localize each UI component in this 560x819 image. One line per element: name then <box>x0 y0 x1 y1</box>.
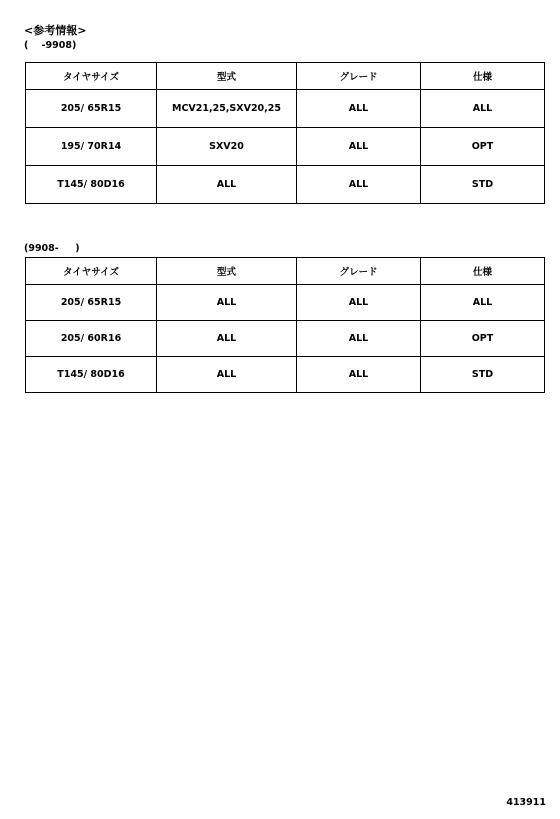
cell-model: ALL <box>157 321 297 357</box>
cell-grade: ALL <box>297 90 421 128</box>
column-header-tire-size: タイヤサイズ <box>26 63 157 90</box>
cell-spec: STD <box>421 357 545 393</box>
cell-tire-size: T145/ 80D16 <box>26 166 157 204</box>
cell-grade: ALL <box>297 166 421 204</box>
cell-model: MCV21,25,SXV20,25 <box>157 90 297 128</box>
cell-model: ALL <box>157 166 297 204</box>
cell-tire-size: 205/ 65R15 <box>26 285 157 321</box>
tire-spec-table-from-9908 <box>25 257 545 393</box>
section-title: <参考情報> <box>24 24 87 37</box>
column-header-spec: 仕様 <box>421 258 545 285</box>
cell-model: ALL <box>157 357 297 393</box>
table-row <box>26 321 545 357</box>
table-row <box>26 128 545 166</box>
tire-spec-table-before-9908 <box>25 62 545 204</box>
column-header-grade: グレード <box>297 258 421 285</box>
table-header-row <box>26 63 545 90</box>
cell-tire-size: T145/ 80D16 <box>26 357 157 393</box>
table-row <box>26 90 545 128</box>
cell-spec: ALL <box>421 285 545 321</box>
column-header-model: 型式 <box>157 258 297 285</box>
cell-grade: ALL <box>297 128 421 166</box>
cell-spec: ALL <box>421 90 545 128</box>
table-row <box>26 357 545 393</box>
table-row <box>26 285 545 321</box>
cell-tire-size: 195/ 70R14 <box>26 128 157 166</box>
cell-grade: ALL <box>297 321 421 357</box>
cell-spec: OPT <box>421 321 545 357</box>
table-row <box>26 166 545 204</box>
cell-grade: ALL <box>297 357 421 393</box>
cell-model: SXV20 <box>157 128 297 166</box>
figure-id: 413911 <box>506 797 546 808</box>
cell-tire-size: 205/ 60R16 <box>26 321 157 357</box>
cell-model: ALL <box>157 285 297 321</box>
column-header-grade: グレード <box>297 63 421 90</box>
cell-grade: ALL <box>297 285 421 321</box>
cell-tire-size: 205/ 65R15 <box>26 90 157 128</box>
period-label-before-9908: ( -9908) <box>24 40 77 51</box>
cell-spec: OPT <box>421 128 545 166</box>
column-header-tire-size: タイヤサイズ <box>26 258 157 285</box>
cell-spec: STD <box>421 166 545 204</box>
column-header-spec: 仕様 <box>421 63 545 90</box>
period-label-from-9908: (9908- ) <box>24 243 80 254</box>
column-header-model: 型式 <box>157 63 297 90</box>
table-header-row <box>26 258 545 285</box>
